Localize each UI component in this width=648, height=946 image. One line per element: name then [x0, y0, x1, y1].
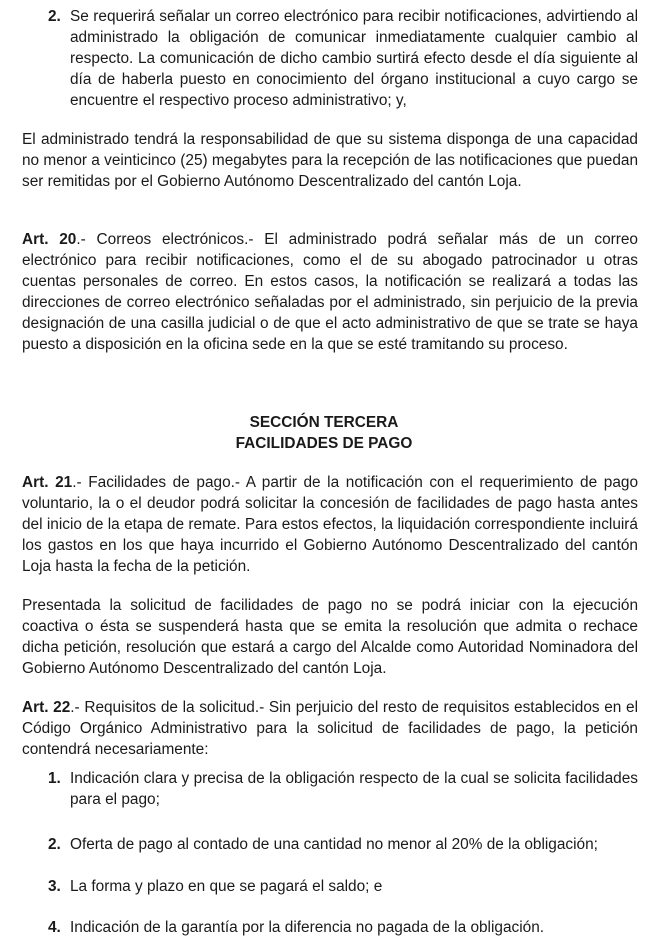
article-number: Art. 21 — [22, 474, 73, 491]
article-text: .- Requisitos de la solicitud.- Sin perjuicio del resto de requisitos establecidos en el Código Orgánico Administrativo para la solicitud de facilidades de pago, la petición contendrá necesariamente: — [22, 699, 638, 758]
article-text: .- Facilidades de pago.- A partir de la notificación con el requerimiento de pago voluntario, la o el deudor podrá solicitar la concesión de facilidades de pago hasta antes del inicio de la etapa de remate. Para estos efectos, la liquidación correspondiente incluirá los gastos en los que haya incurrido el Gobierno Autónomo Descentralizado del cantón Loja hasta la fecha de la petición. — [22, 474, 639, 575]
article-text: .- Correos electrónicos.- El administrado podrá señalar más de un correo electrónico para recibir notificaciones, como el de su abogado patrocinador u otras cuentas personales de correo. En estos casos, la notificación se realizará a todas las direcciones de correo electrónico señaladas por el administrado, sin perjuicio de la previa designación de una casilla judicial o de que el acto administrativo de que se trate se haya puesto a disposición en la oficina sede en la que se esté tramitando su proceso. — [22, 231, 638, 353]
list-item — [22, 876, 638, 897]
list-text: Oferta de pago al contado de una cantidad no menor al 20% de la obligación; — [70, 836, 598, 853]
article-number: Art. 20 — [22, 231, 77, 248]
list-text: Indicación clara y precisa de la obligación respecto de la cual se solicita facilidades para el pago; — [70, 770, 638, 808]
article-number: Art. 22 — [22, 699, 71, 716]
list-item-2 — [22, 6, 638, 111]
paragraph-presentada: Presentada la solicitud de facilidades de pago no se podrá iniciar con la ejecución coactiva o ésta se suspenderá hasta que se emita la resolución que admita o rechace dicha petición, resolución que estará a cargo del Alcalde como Autoridad Nominadora del Gobierno Autónomo Descentralizado del cantón Loja. — [22, 597, 638, 677]
section-subtitle: FACILIDADES DE PAGO — [235, 435, 413, 452]
list-number: 2. — [48, 8, 61, 25]
list-number: 1. — [48, 770, 61, 787]
list-item — [22, 917, 638, 938]
list-number: 2. — [48, 836, 61, 853]
article-20 — [22, 229, 638, 355]
article-22 — [22, 697, 638, 760]
list-item — [22, 834, 638, 855]
list-item — [22, 768, 638, 810]
paragraph-capacidad: El administrado tendrá la responsabilidad de que su sistema disponga de una capacidad no menor a veinticinco (25) megabytes para la recepción de las notificaciones que puedan ser remitidas por el Gobierno Autónomo Descentralizado del cantón Loja. — [22, 131, 639, 190]
list-text: Se requerirá señalar un correo electrónico para recibir notificaciones, advirtiendo al administrado la obligación de comunicar inmediatamente cualquier cambio al respecto. La comunicación de dicho cambio surtirá efecto desde el día siguiente al día de haberla puesto en conocimiento del órgano institucional a cuyo cargo se encuentre el respectivo proceso administrativo; y, — [70, 8, 638, 109]
list-text: La forma y plazo en que se pagará el saldo; e — [70, 878, 383, 895]
list-text: Indicación de la garantía por la diferencia no pagada de la obligación. — [70, 919, 545, 936]
list-number: 3. — [48, 878, 61, 895]
section-title: SECCIÓN TERCERA — [249, 414, 399, 431]
article-21 — [22, 472, 638, 577]
list-number: 4. — [48, 919, 61, 936]
